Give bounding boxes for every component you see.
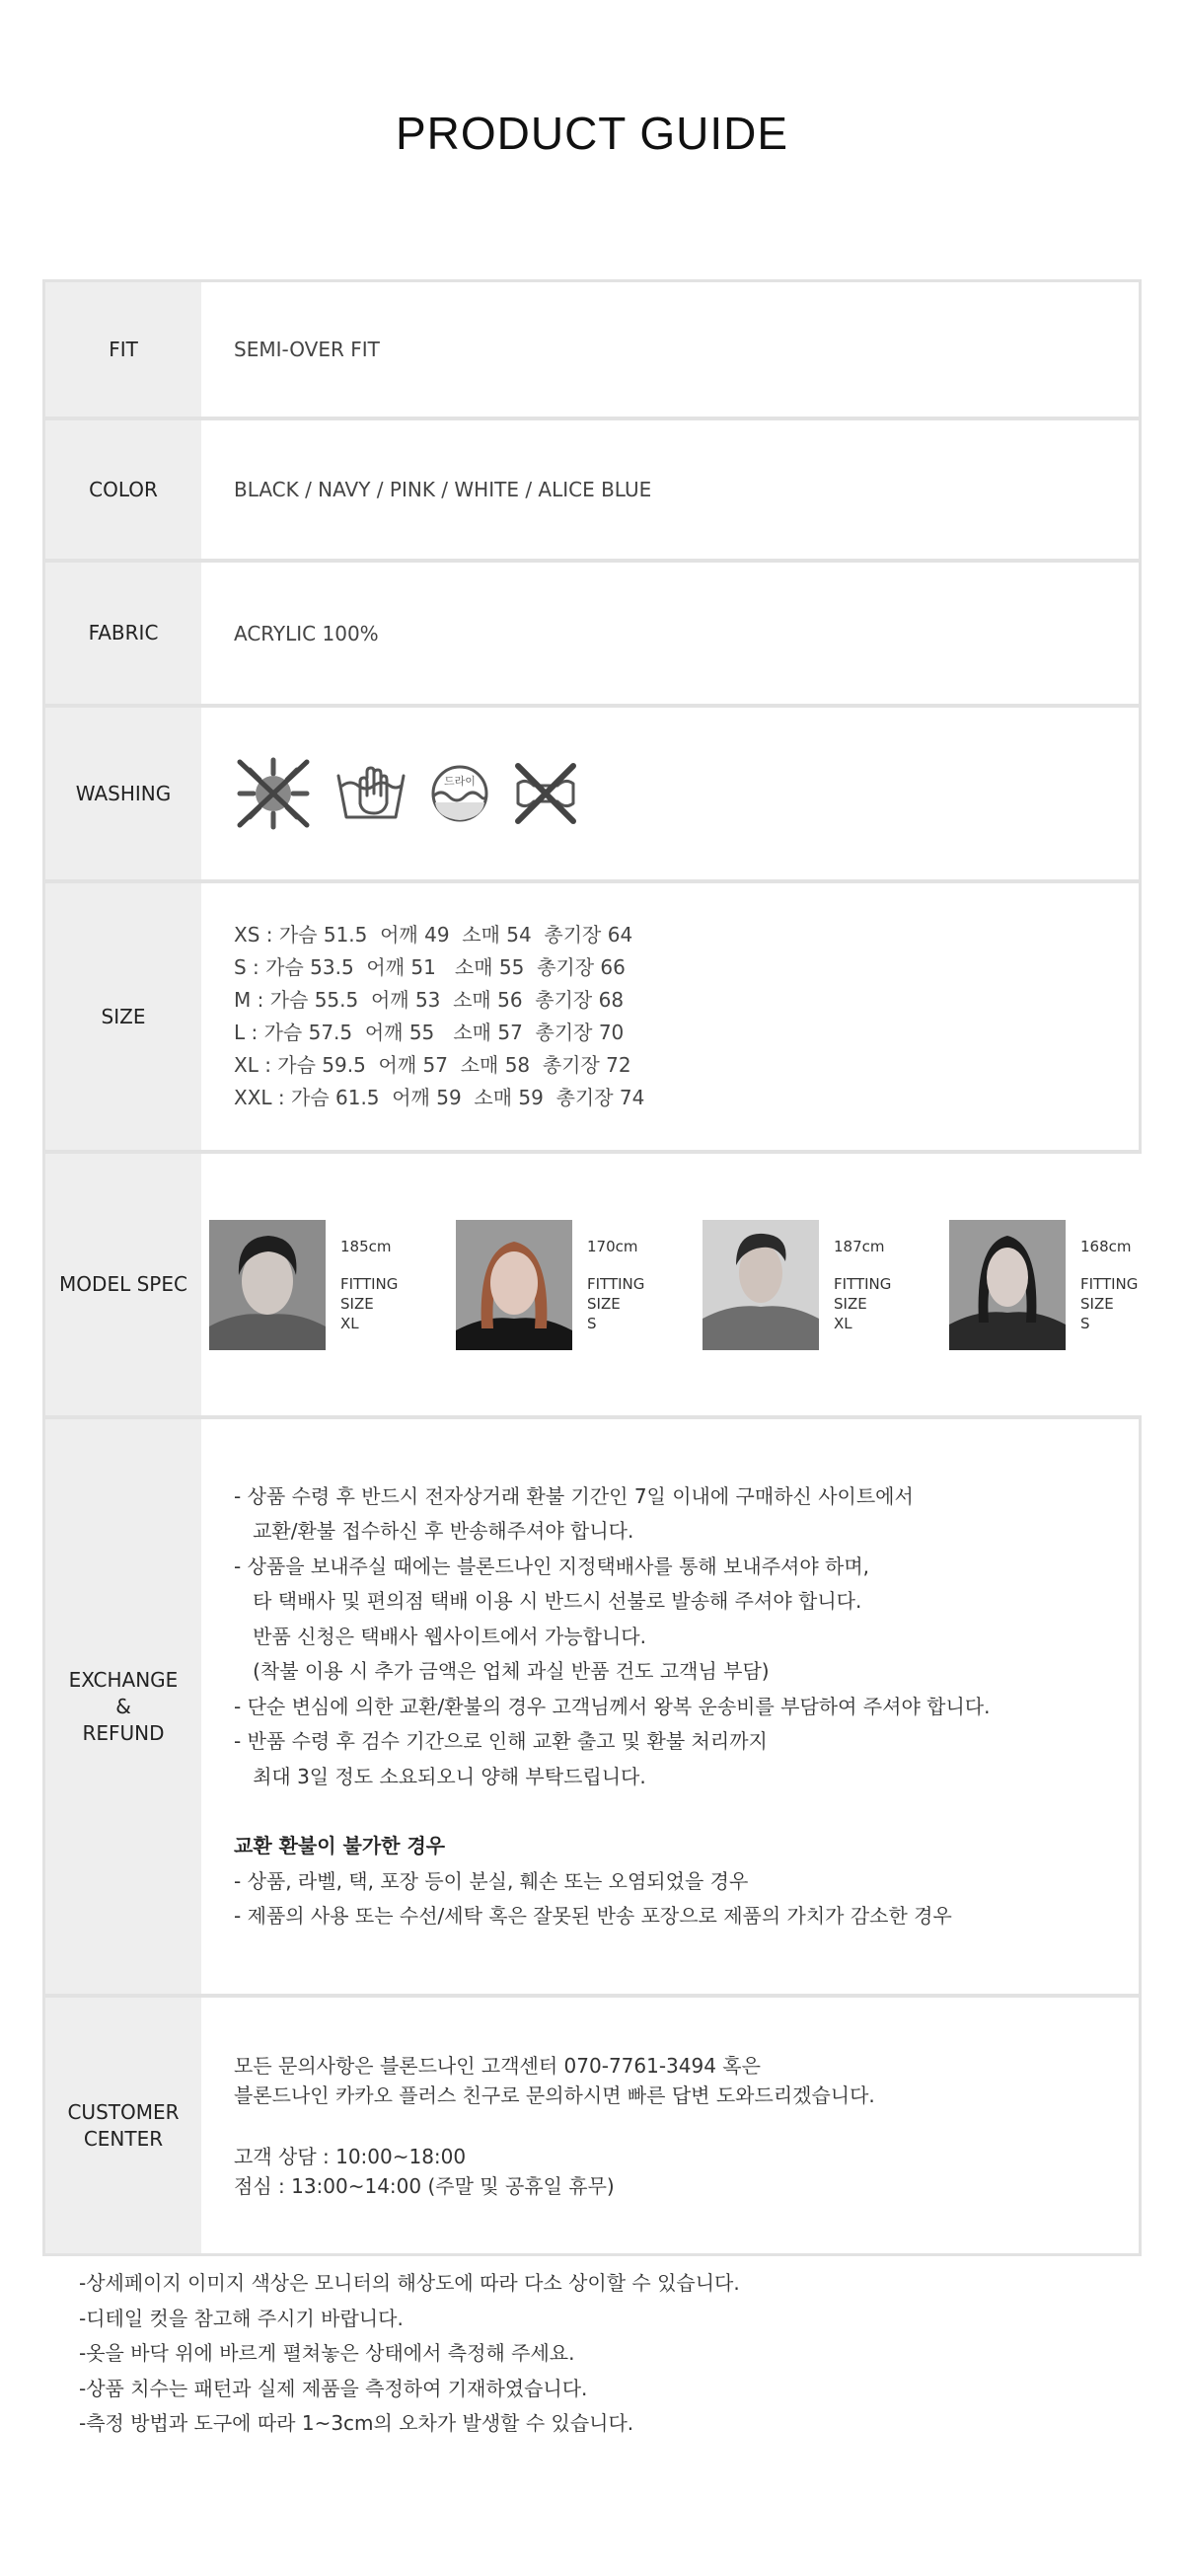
customer-label-line: CENTER (83, 2126, 164, 2151)
exchange-label-line: & (115, 1694, 131, 1718)
model-photo (456, 1220, 572, 1350)
model-height: 185cm (340, 1237, 392, 1255)
note-line: -상품 치수는 패턴과 실제 제품을 측정하여 기재하였습니다. (79, 2376, 588, 2400)
exchange-line: 반품 신청은 택배사 웹사이트에서 가능합니다. (234, 1624, 646, 1648)
model-fitting-size: S (1080, 1314, 1090, 1332)
model-spec-row (45, 1154, 1139, 1419)
fit-row (45, 282, 1139, 420)
color-value: BLACK / NAVY / PINK / WHITE / ALICE BLUE (201, 420, 1139, 559)
model-height: 168cm (1080, 1237, 1132, 1255)
model-spec-label: MODEL SPEC (45, 1154, 201, 1415)
size-line-l: L : 가슴 57.5 어깨 55 소매 57 총기장 70 (234, 1021, 625, 1044)
size-line-m: M : 가슴 55.5 어깨 53 소매 56 총기장 68 (234, 988, 625, 1012)
customer-hours: 고객 상담 : 10:00~18:00 (234, 2144, 467, 2168)
model-fitting-label: FITTING SIZE (834, 1274, 892, 1313)
fabric-label: FABRIC (45, 563, 201, 704)
model-fitting-size: XL (834, 1314, 852, 1332)
exchange-label-line: EXCHANGE (68, 1667, 179, 1692)
product-guide-table (42, 279, 1142, 2256)
exchange-line: (착불 이용 시 추가 금액은 업체 과실 반품 건도 고객님 부담) (234, 1659, 770, 1683)
exchange-refund-row (45, 1419, 1139, 1998)
customer-hours: 점심 : 13:00~14:00 (주말 및 공휴일 휴무) (234, 2173, 615, 2198)
customer-label-line: CUSTOMER (67, 2099, 180, 2124)
customer-center-content (201, 1998, 1139, 2253)
page-title: PRODUCT GUIDE (395, 108, 789, 159)
exchange-unavailable-line: - 상품, 라벨, 택, 포장 등이 분실, 훼손 또는 오염되었을 경우 (234, 1868, 749, 1893)
exchange-line: 교환/환불 접수하신 후 반송해주셔야 합니다. (234, 1519, 634, 1543)
size-row (45, 883, 1139, 1154)
customer-line: 블론드나인 카카오 플러스 친구로 문의하시면 빠른 답변 도와드리겠습니다. (234, 2083, 875, 2107)
exchange-line: - 단순 변심에 의한 교환/환불의 경우 고객님께서 왕복 운송비를 부담하여 주셔야 합니다. (234, 1694, 991, 1718)
washing-icons (201, 708, 1139, 879)
washing-label: WASHING (45, 708, 201, 879)
dry-clean-icon (429, 763, 490, 824)
fit-label: FIT (45, 282, 201, 417)
model-height: 170cm (587, 1237, 638, 1255)
note-line: -상세페이지 이미지 색상은 모니터의 해상도에 따라 다소 상이할 수 있습니다. (79, 2271, 740, 2295)
exchange-unavailable-title: 교환 환불이 불가한 경우 (234, 1834, 446, 1857)
hand-wash-icon (334, 764, 407, 823)
model-photo (209, 1220, 326, 1350)
notes (79, 2266, 740, 2442)
exchange-line: 최대 3일 정도 소요되오니 양해 부탁드립니다. (234, 1764, 646, 1788)
model-card (209, 1220, 434, 1350)
size-line-xl: XL : 가슴 59.5 어깨 57 소매 58 총기장 72 (234, 1053, 631, 1077)
color-label: COLOR (45, 420, 201, 559)
fabric-value: ACRYLIC 100% (201, 563, 1139, 704)
model-height: 187cm (834, 1237, 885, 1255)
color-row (45, 420, 1139, 563)
model-photo (949, 1220, 1066, 1350)
model-fitting-label: FITTING SIZE (587, 1274, 645, 1313)
customer-center-label (45, 1998, 201, 2253)
exchange-unavailable-line: - 제품의 사용 또는 수선/세탁 혹은 잘못된 반송 포장으로 제품의 가치가 감소한 경우 (234, 1904, 952, 1928)
exchange-line: 타 택배사 및 편의점 택배 이용 시 반드시 선불로 발송해 주셔야 합니다. (234, 1589, 862, 1613)
size-line-xxl: XXL : 가슴 61.5 어깨 59 소매 59 총기장 74 (234, 1086, 645, 1109)
model-card (456, 1220, 681, 1350)
customer-line: 모든 문의사항은 블론드나인 고객센터 070-7761-3494 혹은 (234, 2053, 761, 2078)
exchange-refund-content (201, 1419, 1139, 1994)
exchange-line: - 상품을 보내주실 때에는 블론드나인 지정택배사를 통해 보내주셔야 하며, (234, 1553, 870, 1578)
exchange-refund-label (45, 1419, 201, 1994)
model-fitting-size: S (587, 1314, 597, 1332)
size-label: SIZE (45, 883, 201, 1150)
model-spec-content (201, 1154, 1174, 1415)
model-card (703, 1220, 927, 1350)
model-fitting-size: XL (340, 1314, 359, 1332)
note-line: -옷을 바닥 위에 바르게 펼쳐놓은 상태에서 측정해 주세요. (79, 2341, 575, 2365)
exchange-line: - 상품 수령 후 반드시 전자상거래 환불 기간인 7일 이내에 구매하신 사이트에서 (234, 1483, 914, 1508)
note-line: -측정 방법과 도구에 따라 1~3cm의 오차가 발생할 수 있습니다. (79, 2411, 634, 2435)
exchange-label-line: REFUND (82, 1720, 165, 1745)
size-line-xs: XS : 가슴 51.5 어깨 49 소매 54 총기장 64 (234, 923, 633, 947)
no-machine-wash-icon (234, 756, 313, 831)
model-card (949, 1220, 1174, 1350)
customer-center-row (45, 1998, 1139, 2253)
model-fitting-label: FITTING SIZE (340, 1274, 399, 1313)
size-values (201, 883, 1139, 1150)
fabric-row (45, 563, 1139, 708)
no-wring-icon (512, 760, 579, 827)
note-line: -디테일 컷을 참고해 주시기 바랍니다. (79, 2306, 404, 2330)
size-line-s: S : 가슴 53.5 어깨 51 소매 55 총기장 66 (234, 955, 626, 979)
model-fitting-label: FITTING SIZE (1080, 1274, 1139, 1313)
fit-value: SEMI-OVER FIT (201, 282, 1139, 417)
model-photo (703, 1220, 819, 1350)
dry-clean-label: 드라이 (444, 775, 476, 788)
exchange-line: - 반품 수령 후 검수 기간으로 인해 교환 출고 및 환불 처리까지 (234, 1729, 768, 1753)
washing-row (45, 708, 1139, 883)
